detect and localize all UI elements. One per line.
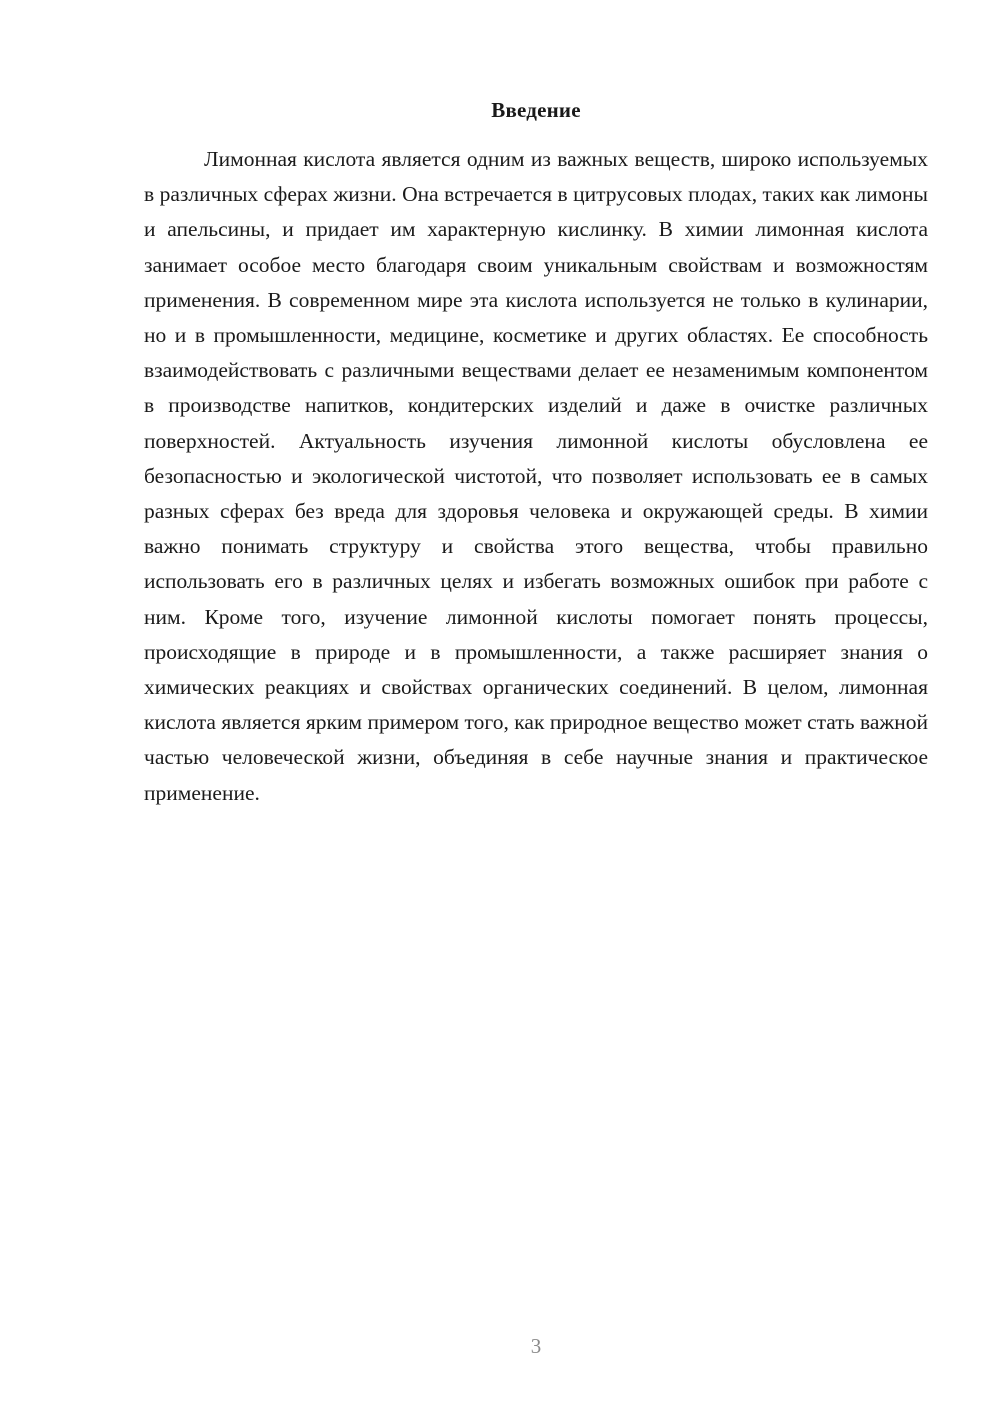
page-number: 3: [530, 1334, 542, 1358]
intro-paragraph: Лимонная кислота является одним из важных веществ, широко используемых в различных сферах жизни. Она встречается в цитрусовых плодах, таких как лимоны и апельсины, и придает им характерную кислинку. В химии лимонная кислота занимает особое место благодаря своим уникальным свойствам и возможностям применения. В современном мире эта кислота используется не только в кулинарии, но и в промышленности, медицине, косметике и других областях. Ее способность взаимодействовать с различными веществами делает ее незаменимым компонентом в производстве напитков, кондитерских изделий и даже в очистке различных поверхностей. Актуальность изучения лимонной кислоты обусловлена ее безопасностью и экологической чистотой, что позволяет использовать ее в самых разных сферах без вреда для здоровья человека и окружающей среды. В химии важно понимать структуру и свойства этого вещества, чтобы правильно использовать его в различных целях и избегать возможных ошибок при работе с ним. Кроме того, изучение лимонной кислоты помогает понять процессы, происходящие в природе и в промышленности, а также расширяет знания о химических реакциях и свойствах органических соединений. В целом, лимонная кислота является ярким примером того, как природное вещество может стать важной частью человеческой жизни, объединяя в себе научные знания и практическое применение.: [144, 147, 928, 805]
page-title: Введение: [491, 98, 581, 122]
